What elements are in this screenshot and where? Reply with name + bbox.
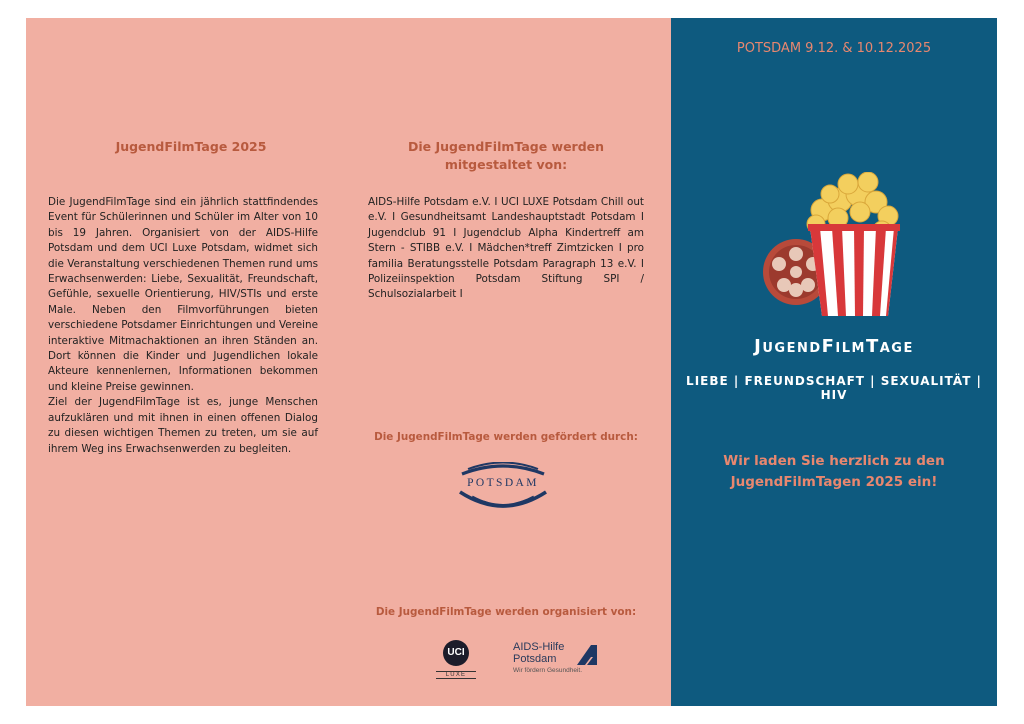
popcorn-film-reel-icon [760, 172, 905, 322]
aids-hilfe-name-1: AIDS-Hilfe [513, 641, 565, 653]
invitation-text [671, 451, 997, 493]
aids-hilfe-mark-icon [575, 643, 601, 667]
invitation-line-1: Wir laden Sie herzlich zu den [723, 453, 945, 469]
partners-title [360, 138, 652, 174]
uci-luxe-logo [436, 640, 476, 684]
left-column-title: JugendFilmTage 2025 [115, 139, 267, 154]
uci-luxe-text: LUXE [436, 671, 476, 679]
left-column-body [48, 195, 318, 457]
partners-title-line-1: Die JugendFilmTage werden [407, 139, 605, 154]
goal-paragraph: Ziel der JugendFilmTage ist es, junge Menschen aufzuklären und mit ihnen in einen offenen Dialog zu diesen wichtigen Themen zu treten, um sie auf ihrem Weg ins Erwachsenwerden zu begleiten. [48, 396, 318, 455]
organized-by-title: Die JugendFilmTage werden organisiert von: [375, 606, 637, 618]
partners-list: AIDS-Hilfe Potsdam e.V. I UCI LUXE Potsdam Chill out e.V. I Gesundheitsamt Landeshauptstadt Potsdam I Jugendclub 91 I Jugendclub Alpha Kindertreff am Stern - STIBB e.V. I Mädchen*treff Zimtzicken I pro familia Beratungsstelle Potsdam Paragraph 13 e.V. I Polizeiinspektion Potsdam Stiftung SPI / Schulsozialarbeit I [368, 196, 644, 301]
date-line: POTSDAM 9.12. & 10.12.2025 [736, 41, 932, 56]
brand-title: JugendFilmTage [754, 336, 914, 357]
partners-title-line-2: mitgestaltet von: [444, 157, 568, 172]
potsdam-city-logo [448, 462, 558, 520]
funded-by-title: Die JugendFilmTage werden gefördert durch: [374, 431, 638, 443]
aids-hilfe-logo [513, 641, 608, 681]
tagline: LIEBE | FREUNDSCHAFT | SEXUALITÄT | HIV [686, 374, 982, 402]
cover-panel-background [671, 18, 997, 706]
aids-hilfe-name-2: Potsdam [513, 653, 557, 665]
intro-paragraph: Die JugendFilmTage sind ein jährlich stattfindendes Event für Schülerinnen und Schüler im Alter von 10 bis 19 Jahren. Organisiert von der AIDS-Hilfe Potsdam und dem UCI Luxe Potsdam, widmet sich die Veranstaltung verschiedenen Themen rund ums Erwachsenwerden: Liebe, Sexualität, Freundschaft, Gefühle, sexuelle Orientierung, HIV/STIs und erste Male. Neben den Filmvorführungen bieten verschiedene Potsdamer Einrichtungen und Vereine interaktive Mitmachaktionen an ihren Ständen an. Dort können die Kinder und Jugendlichen lokale Akteure kennenlernen, Informationen bekommen und kleine Preise gewinnen. [48, 196, 318, 393]
aids-hilfe-slogan: Wir fördern Gesundheit. [513, 667, 583, 674]
invitation-line-2: JugendFilmTagen 2025 ein! [730, 474, 938, 490]
uci-logo-circle [443, 640, 469, 666]
potsdam-logo-text: POTSDAM [467, 477, 539, 489]
uci-logo-text: UCI [447, 647, 465, 658]
